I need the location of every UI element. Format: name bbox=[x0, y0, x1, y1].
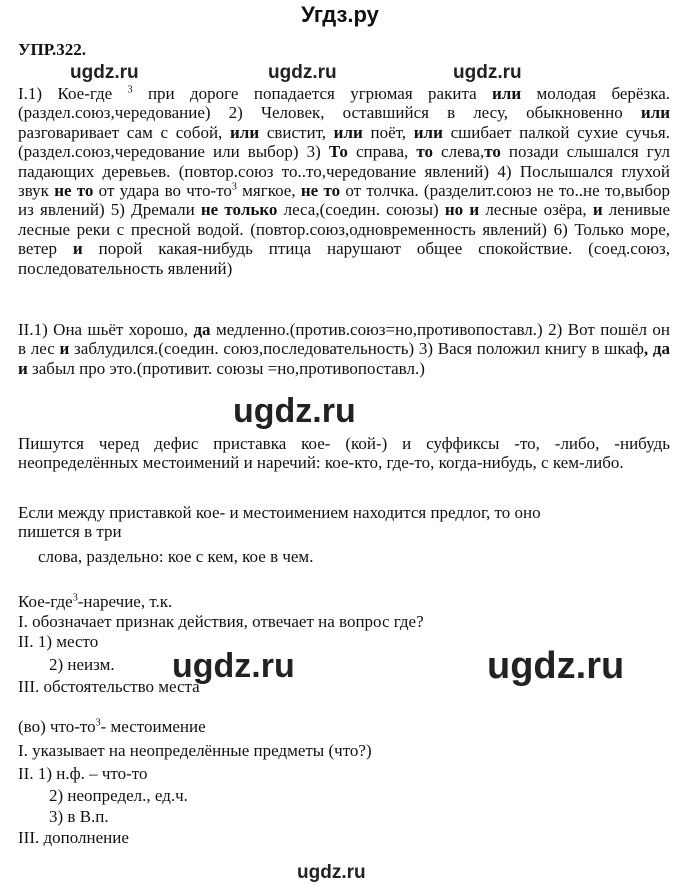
text-segment: порой какая-нибудь птица нарушают общее спокойствие. (соед.союз, последовательность явлений) bbox=[18, 239, 670, 278]
conjunction: или bbox=[492, 84, 522, 103]
analysis-2-heading: (во) что-$то^3-$ местоимение bbox=[18, 717, 206, 736]
watermark: ugdz.ru bbox=[297, 862, 366, 883]
analysis-1-line: 2) неизм. bbox=[49, 655, 115, 674]
text-segment: разговаривает сам с собой, bbox=[18, 122, 230, 142]
exercise-part-1 bbox=[18, 84, 670, 278]
analysis-2-line: 2) неопредел., ед.ч. bbox=[49, 786, 188, 805]
text-segment: II.1) Она шьёт хорошо, bbox=[18, 320, 194, 339]
analysis-2-line: 3) в В.п. bbox=[49, 807, 109, 826]
conjunction: и bbox=[72, 239, 83, 259]
rule-line-2: пишется в три bbox=[18, 522, 122, 541]
text-segment: забыл про это.(противит. союзы =но,противопоставл.) bbox=[27, 358, 425, 378]
text-segment: при дороге попадается угрюмая ракита bbox=[132, 84, 493, 103]
footnote-marker: 3 bbox=[127, 84, 133, 96]
analysis-1-line: III. обстоятельство места bbox=[18, 677, 200, 696]
text-segment: мягкое, bbox=[236, 181, 301, 201]
conjunction: не то bbox=[54, 181, 94, 201]
conjunction: не только bbox=[200, 200, 278, 220]
analysis-2-line: III. дополнение bbox=[18, 828, 129, 847]
text-segment: от удара во что-то bbox=[93, 181, 232, 201]
text-segment: позади слышался гул падающих деревьев. (повтор.союз то..то,чередование явлений) 4) Послышался глухой звук bbox=[18, 142, 670, 201]
conjunction: и bbox=[59, 339, 70, 359]
conjunction: или bbox=[333, 122, 363, 142]
text-segment: справа, bbox=[347, 142, 417, 162]
text-segment: поёт, bbox=[362, 122, 414, 142]
watermark: ugdz.ru bbox=[453, 62, 522, 83]
text-segment: молодая берёзка. (раздел.союз,чередование) 2) Человек, оставшийся в лесу, обыкновенно bbox=[18, 84, 670, 123]
watermark: ugdz.ru bbox=[487, 645, 625, 687]
site-title: Угдз.ру bbox=[301, 2, 379, 27]
footnote-marker: 3 bbox=[231, 181, 237, 193]
conjunction: то bbox=[416, 142, 433, 162]
text-segment: лесные озёра, bbox=[479, 200, 593, 220]
text-segment: медленно.(против.союз=но,противопоставл.) 2) Вот пошёл он в лес bbox=[18, 320, 670, 359]
text-segment: свистит, bbox=[259, 122, 334, 142]
text-segment: заблудился.(соедин. союз,последовательность) 3) Вася положил книгу в шкаф bbox=[69, 339, 644, 359]
conjunction: или bbox=[230, 122, 260, 142]
rule-paragraph: Пишутся черед дефис приставка кое- (кой-) и суффиксы -то, -либо, -нибудь неопределённых местоимений и наречий: кое-кто, где-то, когда-нибудь, с кем-либо. bbox=[18, 434, 670, 473]
rule-line-1: Если между приставкой кое- и местоимением находится предлог, то оно bbox=[18, 503, 541, 522]
text-segment: ленивые лесные реки с пресной водой. (повтор.союз,одновременность явлений) 6) Только море, ветер bbox=[18, 200, 671, 259]
exercise-title: УПР.322. bbox=[18, 40, 86, 59]
conjunction: да bbox=[193, 320, 211, 339]
watermark: ugdz.ru bbox=[70, 62, 139, 83]
conjunction: или bbox=[413, 122, 443, 142]
conjunction: То bbox=[328, 142, 348, 162]
analysis-1-line: II. 1) место bbox=[18, 632, 99, 651]
conjunction: , да и bbox=[18, 339, 670, 378]
text-segment: сшибает палкой сухие сучья. (раздел.союз,чередование или выбор) 3) bbox=[18, 122, 670, 162]
watermark: ugdz.ru bbox=[268, 62, 337, 83]
conjunction: то bbox=[484, 142, 501, 162]
conjunction: и bbox=[592, 200, 603, 220]
watermark: ugdz.ru bbox=[172, 647, 295, 685]
analysis-2-line: II. 1) н.ф. – что-то bbox=[18, 764, 148, 783]
rule-line-3: слова, раздельно: кое с кем, кое в чем. bbox=[38, 547, 314, 566]
text-segment: от толчка. (разделит.союз не то..не то,выбор из явлений) 5) Дремали bbox=[18, 181, 671, 220]
text-segment: слева, bbox=[432, 142, 485, 162]
text-segment: I.1) Кое-где bbox=[18, 84, 128, 103]
conjunction: не то bbox=[300, 181, 341, 201]
exercise-part-2 bbox=[18, 320, 670, 378]
conjunction: но и bbox=[444, 200, 480, 220]
text-segment: леса,(соедин. союзы) bbox=[277, 200, 445, 220]
analysis-1-heading: Кое-где$^3$-наречие, т.к. bbox=[18, 592, 173, 611]
analysis-2-line: I. указывает на неопределённые предметы (что?) bbox=[18, 741, 372, 760]
watermark: ugdz.ru bbox=[233, 392, 356, 430]
conjunction: или bbox=[640, 103, 670, 123]
analysis-1-line: I. обозначает признак действия, отвечает на вопрос где? bbox=[18, 612, 424, 631]
